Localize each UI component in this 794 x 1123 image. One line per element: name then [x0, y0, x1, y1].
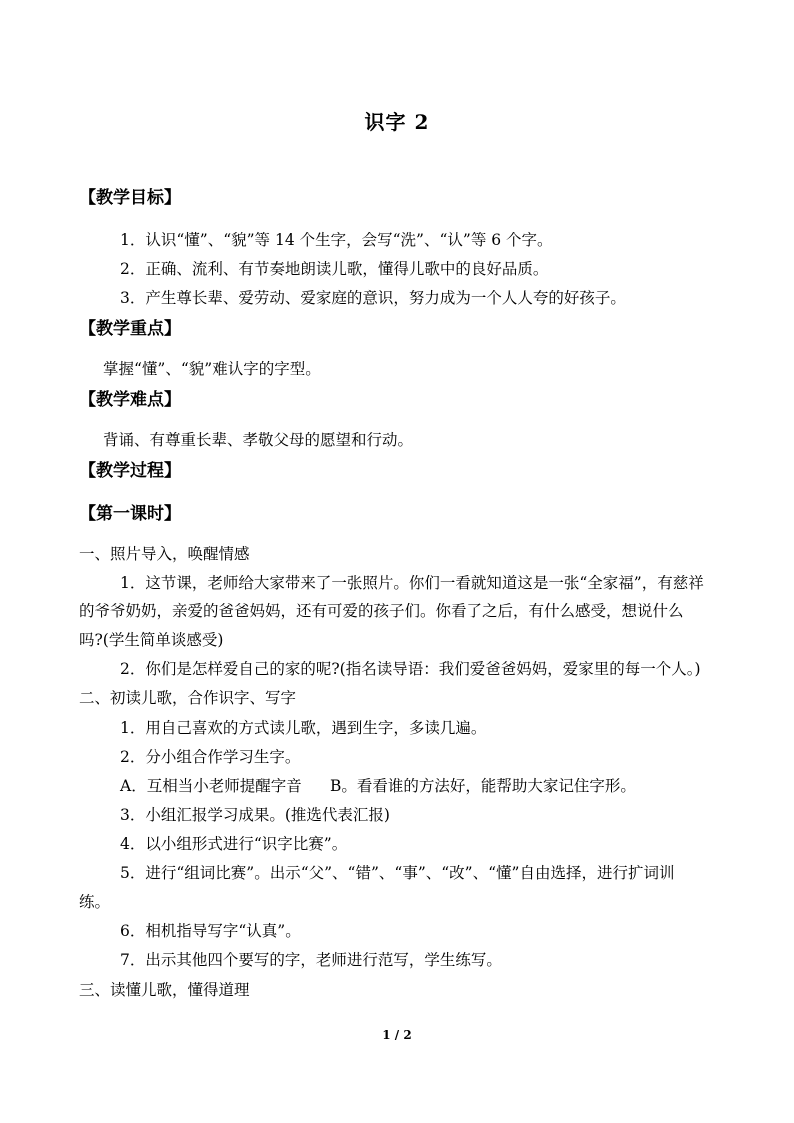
key-points-heading: 【教学重点】 — [79, 319, 181, 339]
part2-heading: 二、初读儿歌，合作识字、写字 — [79, 689, 297, 707]
part1-paragraph-2: 2．你们是怎样爱自己的家的呢?(指名读导语：我们爱爸爸妈妈，爱家里的每一个人。) — [120, 660, 701, 678]
part2-item-2b: B。看看谁的方法好，能帮助大家记住字形。 — [330, 777, 636, 795]
goal-item-3: 3．产生尊长辈、爱劳动、爱家庭的意识，努力成为一个人人夸的好孩子。 — [120, 289, 626, 307]
part1-paragraph-1-line-2: 的爷爷奶奶，亲爱的爸爸妈妈，还有可爱的孩子们。你看了之后，有什么感受，想说什么 — [79, 602, 684, 620]
page-title: 识字 2 — [364, 110, 430, 134]
process-heading: 【教学过程】 — [79, 461, 181, 481]
goals-heading: 【教学目标】 — [79, 188, 181, 208]
difficulty-text: 背诵、有尊重长辈、孝敬父母的愿望和行动。 — [103, 431, 414, 449]
part2-item-5-line-2: 练。 — [79, 893, 111, 911]
part1-paragraph-1-line-1: 1．这节课，老师给大家带来了一张照片。你们一看就知道这是一张“全家福”，有慈祥 — [120, 574, 704, 592]
difficulty-heading: 【教学难点】 — [79, 390, 181, 410]
goal-item-2: 2．正确、流利、有节奏地朗读儿歌，懂得儿歌中的良好品质。 — [120, 260, 549, 278]
part2-item-6: 6．相机指导写字“认真”。 — [120, 922, 301, 940]
part2-item-3: 3．小组汇报学习成果。(推选代表汇报) — [120, 806, 390, 824]
lesson1-heading: 【第一课时】 — [79, 504, 181, 524]
goal-item-1: 1．认识“懂”、“貌”等 14 个生字，会写“洗”、“认”等 6 个字。 — [120, 231, 553, 249]
part2-item-5-line-1: 5．进行“组词比赛”。出示“父”、“错”、“事”、“改”、“懂”自由选择，进行扩词训 — [120, 864, 675, 882]
part2-item-2: 2．分小组合作学习生字。 — [120, 748, 301, 766]
part2-item-4: 4．以小组形式进行“识字比赛”。 — [120, 835, 348, 853]
part3-heading: 三、读懂儿歌，懂得道理 — [79, 981, 250, 999]
key-points-text: 掌握“懂”、“貌”难认字的字型。 — [103, 360, 321, 378]
part2-item-2a: A．互相当小老师提醒字音 — [120, 777, 302, 795]
part2-item-1: 1．用自己喜欢的方式读儿歌，遇到生字，多读几遍。 — [120, 719, 487, 737]
part1-heading: 一、照片导入，唤醒情感 — [79, 545, 250, 563]
page-number: 1 / 2 — [382, 1028, 412, 1042]
part2-item-7: 7．出示其他四个要写的字，老师进行范写，学生练写。 — [120, 951, 502, 969]
part1-paragraph-1-line-3: 吗?(学生简单谈感受) — [79, 631, 224, 649]
